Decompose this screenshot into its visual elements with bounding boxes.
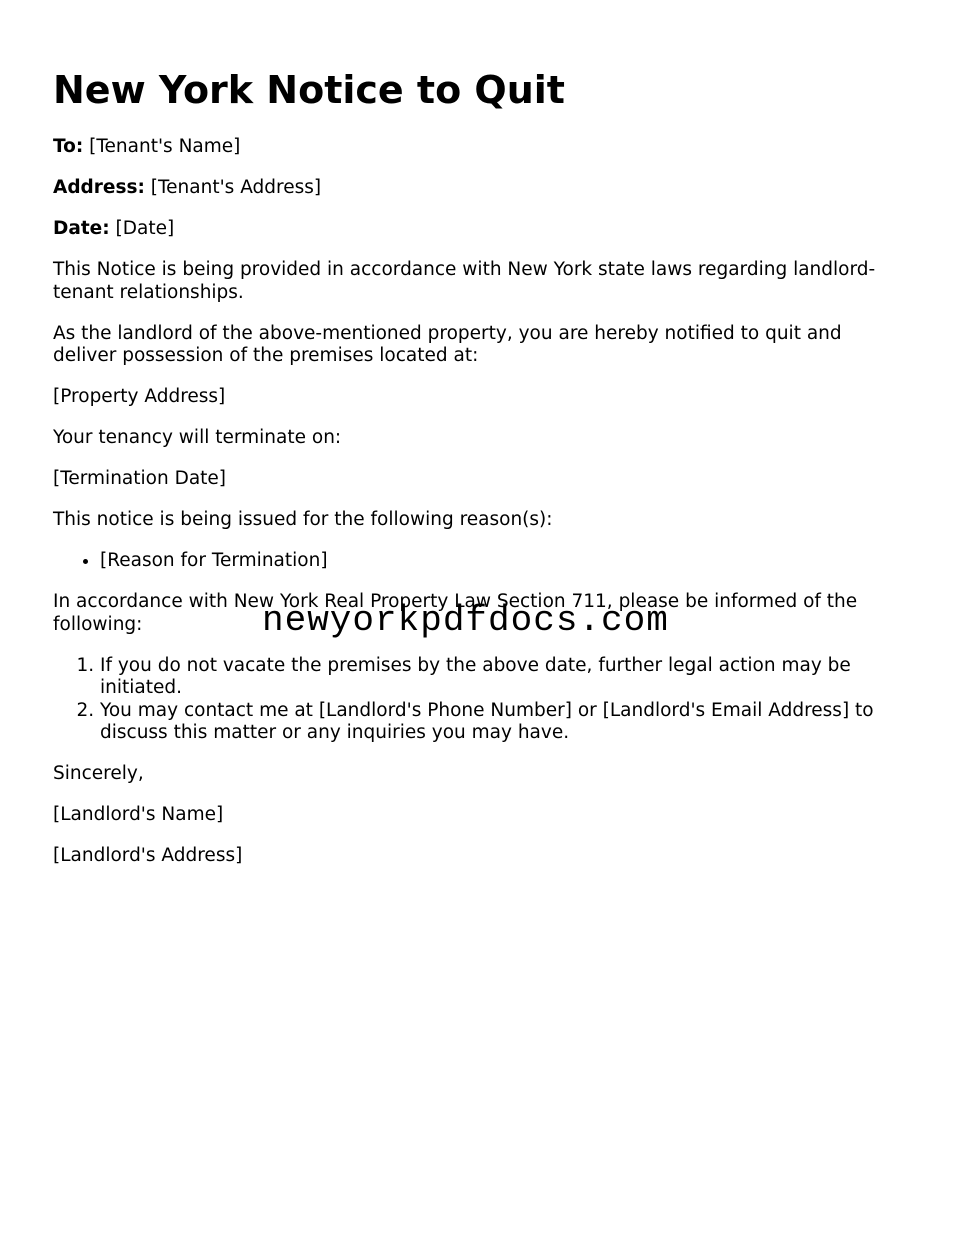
- termination-date: [Termination Date]: [53, 468, 227, 489]
- date-value: [Date]: [109, 218, 175, 239]
- notice-item: 2. You may contact me at [Landlord's Phone Number] or [Landlord's Email Address] to discuss this matter or any inquiries you may have.: [100, 700, 903, 745]
- terminate-text: Your tenancy will terminate on:: [53, 427, 342, 448]
- law-paragraph: In accordance with New York Real Property Law Section 711, please be informed of the following:: [53, 591, 858, 635]
- address-line: [53, 177, 903, 200]
- reason-item: • [Reason for Termination]: [100, 550, 903, 573]
- address-value: [Tenant's Address]: [144, 177, 322, 198]
- date-label: Date:: [53, 218, 110, 239]
- address-label: Address:: [53, 177, 145, 198]
- reason-list: [53, 550, 903, 573]
- date-line: [53, 218, 903, 241]
- landlord-address: [Landlord's Address]: [53, 845, 243, 866]
- notice-item: 1. If you do not vacate the premises by the above date, further legal action may be initiated.: [100, 655, 903, 700]
- landlord-name: [Landlord's Name]: [53, 804, 224, 825]
- notice-items-list: [53, 655, 903, 745]
- property-address: [Property Address]: [53, 386, 226, 407]
- closing: Sincerely,: [53, 763, 144, 784]
- document-title: New York Notice to Quit: [53, 68, 565, 112]
- intro-paragraph: This Notice is being provided in accordance with New York state laws regarding landlord-tenant relationships.: [53, 259, 876, 303]
- document-page: [53, 66, 903, 886]
- to-label: To:: [53, 136, 84, 157]
- reason-intro: This notice is being issued for the following reason(s):: [53, 509, 553, 530]
- to-value: [Tenant's Name]: [83, 136, 241, 157]
- to-line: [53, 136, 903, 159]
- notice-paragraph: As the landlord of the above-mentioned property, you are hereby notified to quit and deliver possession of the premises located at:: [53, 322, 842, 366]
- watermark: newyorkpdfdocs.com: [262, 600, 669, 641]
